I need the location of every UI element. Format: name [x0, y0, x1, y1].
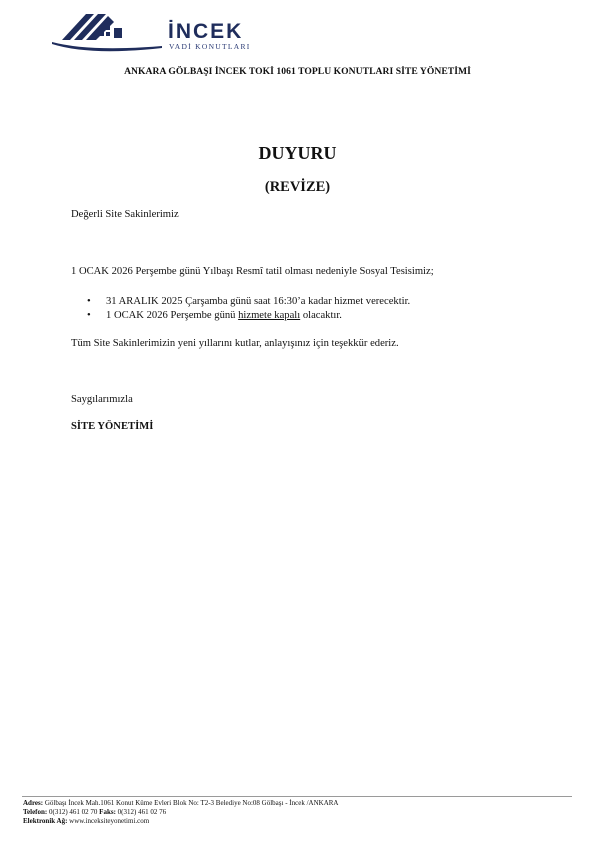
list-item — [87, 309, 410, 323]
address-label: Adres: — [23, 799, 44, 807]
list-item-text-end: olacaktır. — [300, 310, 342, 321]
signature: SİTE YÖNETİMİ — [71, 421, 154, 432]
regards: Saygılarımızla — [71, 394, 133, 405]
footer-web — [23, 818, 149, 825]
address-value: Gölbaşı İncek Mah.1061 Konut Küme Evleri Blok No: T2-3 Belediye No:08 Gölbaşı - İncek /ANKARA — [43, 799, 339, 807]
intro-paragraph: 1 OCAK 2026 Perşembe günü Yılbaşı Resmî tatil olması nedeniyle Sosyal Tesisimiz; — [71, 266, 434, 277]
logo — [50, 8, 251, 54]
announcement-title: DUYURU — [258, 143, 337, 163]
schedule-list — [87, 295, 410, 323]
closing-paragraph: Tüm Site Sakinlerimizin yeni yıllarını kutlar, anlayışınız için teşekkür ederiz. — [71, 338, 399, 349]
web-label: Elektronik Ağ: — [23, 817, 68, 825]
logo-subtitle: VADİ KONUTLARI — [169, 42, 251, 51]
phone-label: Telefon: — [23, 808, 48, 816]
organization-heading: ANKARA GÖLBAŞI İNCEK TOKİ 1061 TOPLU KONUTLARI SİTE YÖNETİMİ — [124, 66, 471, 77]
fax-value: 0(312) 461 02 76 — [115, 808, 167, 816]
footer-contact — [23, 809, 166, 816]
list-item — [87, 295, 410, 309]
logo-wordmark: İNCEK — [168, 20, 244, 43]
fax-label: Faks: — [99, 808, 116, 816]
building-logo-icon — [50, 8, 168, 54]
phone-value: 0(312) 461 02 70 — [47, 808, 100, 816]
web-value: www.inceksiteyonetimi.com — [67, 817, 150, 825]
list-item-text: 31 ARALIK 2025 Çarşamba günü saat 16:30’a kadar hizmet verecektir. — [106, 296, 411, 307]
footer-divider — [22, 796, 572, 797]
closed-emphasis: hizmete kapalı — [238, 310, 301, 321]
announcement-subtitle: (REVİZE) — [264, 179, 331, 195]
list-item-text-start: 1 OCAK 2026 Perşembe günü — [106, 310, 239, 321]
greeting: Değerli Site Sakinlerimiz — [71, 209, 179, 220]
footer-address — [23, 800, 338, 807]
